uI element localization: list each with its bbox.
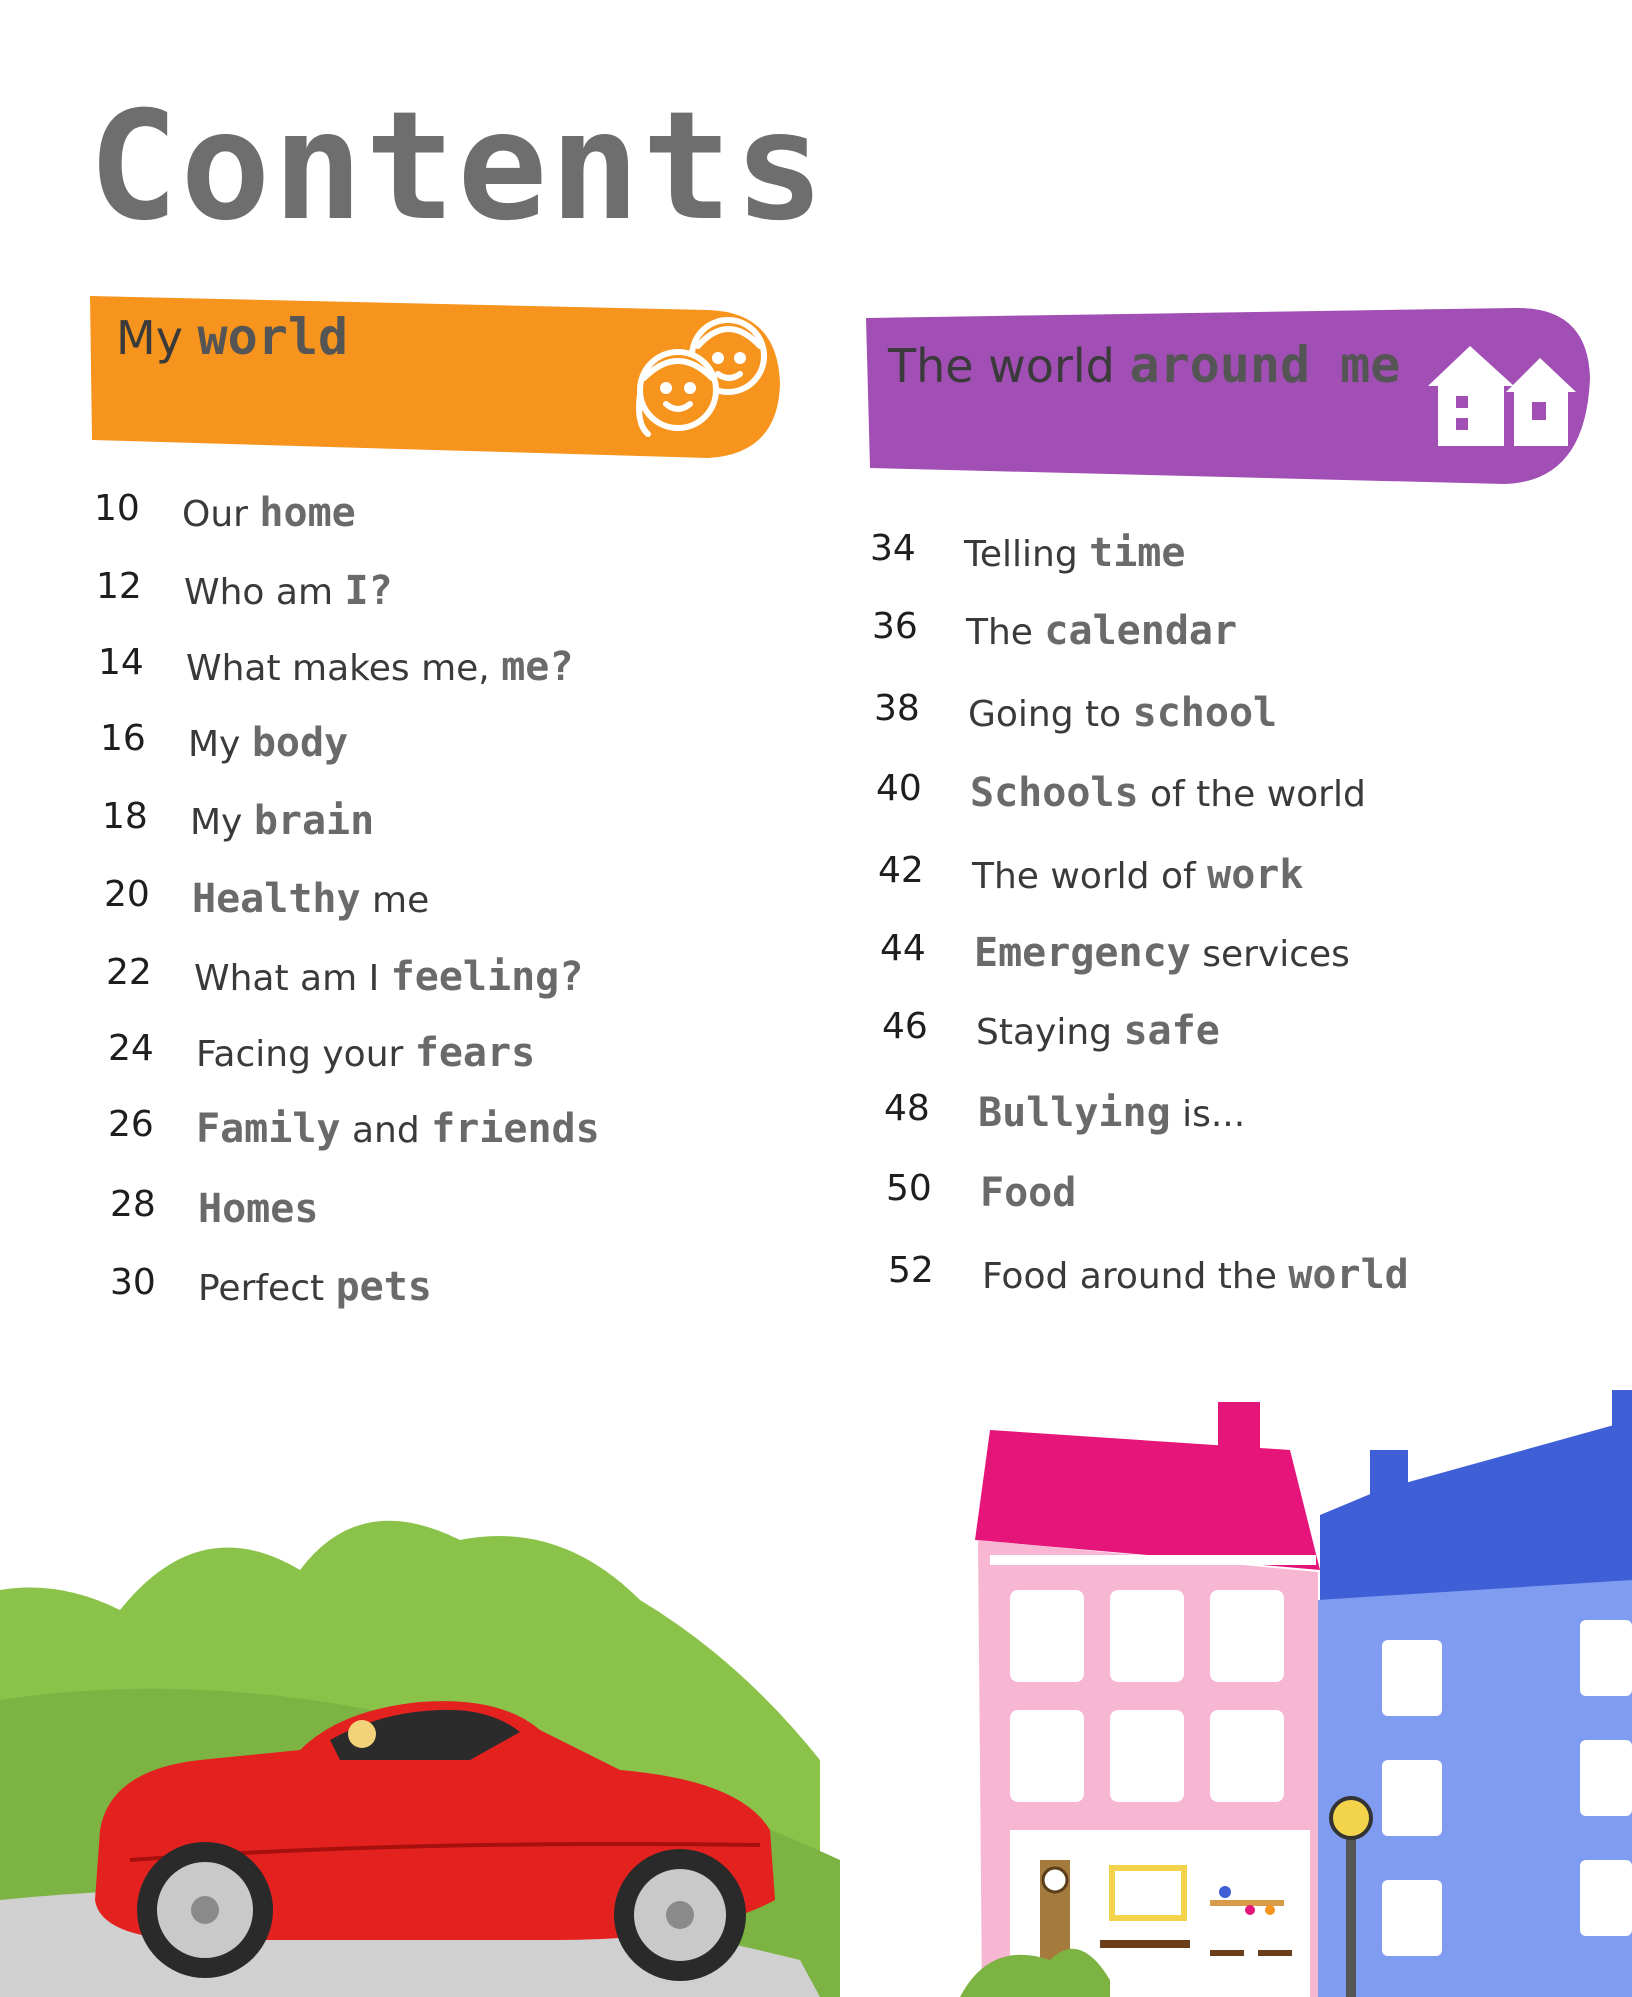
page-number: 16 xyxy=(100,718,146,759)
page-number: 26 xyxy=(108,1104,154,1145)
page-number: 30 xyxy=(110,1262,156,1303)
entry-title[interactable]: Our home xyxy=(182,490,356,536)
entry-title[interactable]: The world of work xyxy=(972,852,1304,898)
page-number: 22 xyxy=(106,952,152,993)
banner-regular-text: The world xyxy=(888,339,1130,393)
entry-title[interactable]: Staying safe xyxy=(976,1008,1220,1054)
section-title-my-world xyxy=(116,308,348,366)
page-number: 38 xyxy=(874,688,920,729)
pink-house xyxy=(960,1402,1320,1997)
entry-title[interactable]: Bullying is... xyxy=(978,1090,1246,1136)
section-banner-world-around-me xyxy=(864,306,1592,486)
entry-title[interactable]: What am I feeling? xyxy=(194,954,584,1000)
entry-title[interactable]: Food xyxy=(980,1170,1077,1216)
blue-house xyxy=(1318,1390,1632,1997)
page-number: 50 xyxy=(886,1168,932,1209)
banner-regular-text: My xyxy=(116,311,198,365)
entry-title[interactable]: Schools of the world xyxy=(970,770,1366,816)
page-number: 14 xyxy=(98,642,144,683)
entry-title[interactable]: Going to school xyxy=(968,690,1278,736)
page-number: 24 xyxy=(108,1028,154,1069)
page-number: 40 xyxy=(876,768,922,809)
street-illustration xyxy=(0,1340,1632,1997)
section-title-world-around-me xyxy=(888,336,1400,394)
banner-bold-text: around me xyxy=(1129,336,1401,394)
entry-title[interactable]: My body xyxy=(188,720,349,766)
page-title: Contents xyxy=(88,80,827,254)
page-number: 36 xyxy=(872,606,918,647)
page-number: 28 xyxy=(110,1184,156,1225)
entry-title[interactable]: What makes me, me? xyxy=(186,644,574,690)
page-number: 18 xyxy=(102,796,148,837)
page-number: 44 xyxy=(880,928,926,969)
page-number: 48 xyxy=(884,1088,930,1129)
page-number: 20 xyxy=(104,874,150,915)
page-number: 42 xyxy=(878,850,924,891)
page-number: 34 xyxy=(870,528,916,569)
page-number: 52 xyxy=(888,1250,934,1291)
entry-title[interactable]: Family and friends xyxy=(196,1106,600,1152)
page-number: 10 xyxy=(94,488,140,529)
entry-title[interactable]: Who am I? xyxy=(184,568,393,614)
entry-title[interactable]: Perfect pets xyxy=(198,1264,432,1310)
entry-title[interactable]: Healthy me xyxy=(192,876,430,922)
entry-title[interactable]: Food around the world xyxy=(982,1252,1409,1298)
page-number: 12 xyxy=(96,566,142,607)
entry-title[interactable]: Telling time xyxy=(964,530,1186,576)
page-number: 46 xyxy=(882,1006,928,1047)
entry-title[interactable]: Homes xyxy=(198,1186,319,1232)
banner-bold-text: world xyxy=(197,308,349,366)
entry-title[interactable]: Facing your fears xyxy=(196,1030,536,1076)
entry-title[interactable]: My brain xyxy=(190,798,375,844)
entry-title[interactable]: Emergency services xyxy=(974,930,1350,976)
entry-title[interactable]: The calendar xyxy=(966,608,1238,654)
